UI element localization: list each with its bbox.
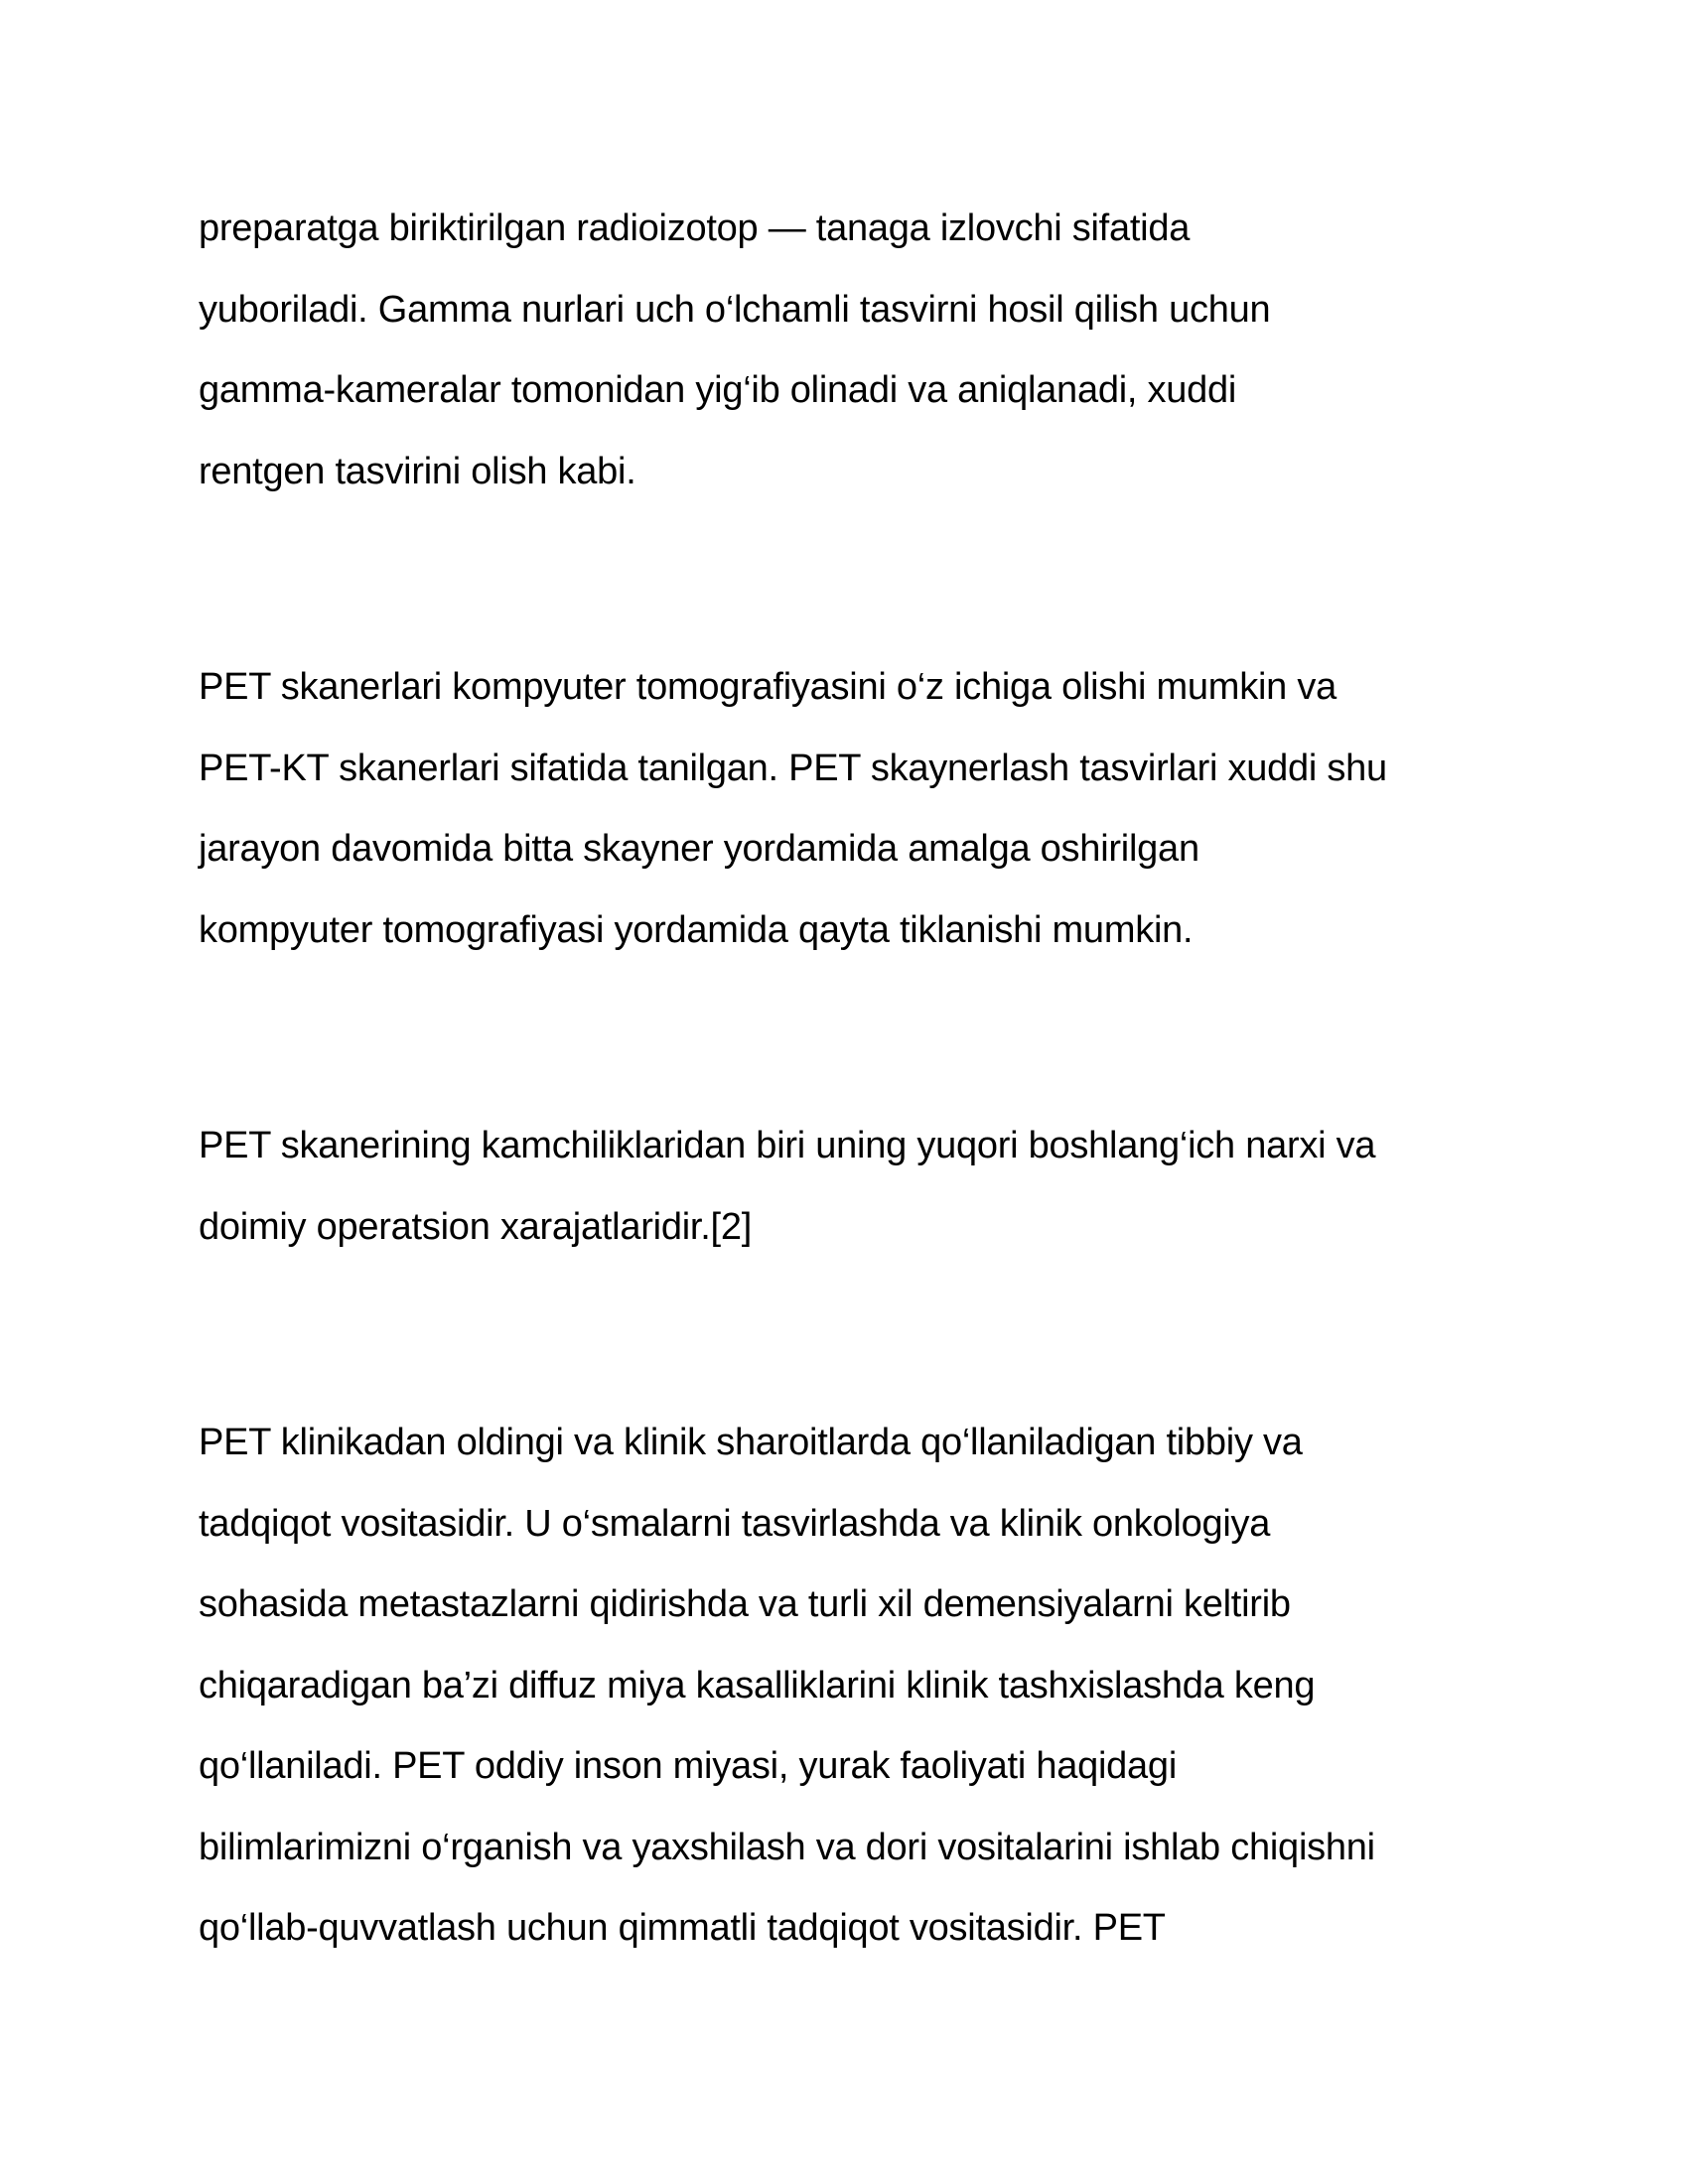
paragraph-line: qo‘llaniladi. PET oddiy inson miyasi, yurak faoliyati haqidagi — [199, 1745, 1178, 1787]
paragraph-pet-clinical-use — [199, 1403, 1509, 1970]
document-body — [199, 189, 1509, 1970]
paragraph-line: bilimlarimizni o‘rganish va yaxshilash va dori vositalarini ishlab chiqishni — [199, 1826, 1375, 1868]
paragraph-radioisotope-imaging — [199, 189, 1509, 512]
paragraph-line: PET klinikadan oldingi va klinik sharoitlarda qo‘llaniladigan tibbiy va — [199, 1422, 1303, 1463]
paragraph-line: rentgen tasvirini olish kabi. — [199, 450, 636, 492]
paragraph-line: PET skanerining kamchiliklaridan biri uning yuqori boshlang‘ich narxi va — [199, 1125, 1376, 1166]
paragraph-line: chiqaradigan ba’zi diffuz miya kasalliklarini klinik tashxislashda keng — [199, 1664, 1316, 1706]
paragraph-line: PET skanerlari kompyuter tomografiyasini o‘z ichiga olishi mumkin va — [199, 666, 1336, 708]
paragraph-line: PET-KT skanerlari sifatida tanilgan. PET skaynerlash tasvirlari xuddi shu — [199, 747, 1387, 789]
paragraph-pet-drawbacks — [199, 1106, 1509, 1268]
paragraph-line: tadqiqot vositasidir. U o‘smalarni tasvirlashda va klinik onkologiya — [199, 1502, 1271, 1545]
paragraph-line: doimiy operatsion xarajatlaridir.[2] — [199, 1205, 753, 1248]
paragraph-line: yuboriladi. Gamma nurlari uch o‘lchamli tasvirni hosil qilish uchun — [199, 288, 1271, 331]
paragraph-line: sohasida metastazlarni qidirishda va turli xil demensiyalarni keltirib — [199, 1583, 1291, 1625]
paragraph-line: preparatga biriktirilgan radioizotop — tanaga izlovchi sifatida — [199, 207, 1191, 249]
paragraph-line: gamma-kameralar tomonidan yig‘ib olinadi va aniqlanadi, xuddi — [199, 369, 1237, 411]
paragraph-line: jarayon davomida bitta skayner yordamida amalga oshirilgan — [199, 828, 1199, 870]
paragraph-pet-ct-scanners — [199, 647, 1509, 971]
paragraph-line: qo‘llab-quvvatlash uchun qimmatli tadqiqot vositasidir. PET — [199, 1907, 1166, 1949]
paragraph-line: kompyuter tomografiyasi yordamida qayta tiklanishi mumkin. — [199, 908, 1194, 951]
